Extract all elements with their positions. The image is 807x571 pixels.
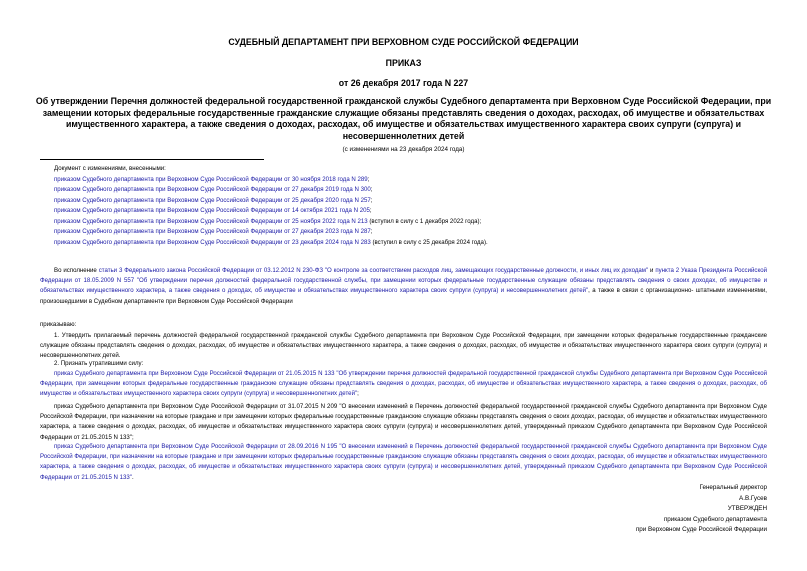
approval-stamp: УТВЕРЖДЕН <box>727 505 767 512</box>
document-date-number: от 26 декабря 2017 года N 227 <box>338 78 469 88</box>
amendment-link[interactable]: приказом Судебного департамента при Верховном Суде Российской Федерации от 30 ноября 2018 года N 289 <box>54 175 368 183</box>
amendment-link[interactable]: приказом Судебного департамента при Верховном Суде Российской Федерации от 27 декабря 2019 года N 300 <box>54 186 371 193</box>
law-link[interactable]: статьи 3 Федерального закона Российской Федерации от 03.12.2012 N 230-ФЗ "О контроле за соответствием расходов лиц, замещающих государственные должности, и иных лиц их доходам" <box>98 267 649 274</box>
preamble-paragraph <box>40 266 767 307</box>
repealed-order-tail: . <box>131 473 134 481</box>
approval-organization: при Верховном Суде Российской Федерации <box>635 526 767 533</box>
list-item <box>54 238 774 249</box>
decree-link[interactable]: пункта 2 Указа Президента Российской Федерации от 18.05.2009 N 557 "Об утверждении перечня должностей федеральной государственной службы, при замещении которых федеральные государственные служащие обязаны представлять сведения о своих доходах, об имуществе и обязательствах имущественного характера, а также сведения о доходах, об имуществе и обязательствах имущественного характера своих супруги (супруга) и несовершеннолетних детей" <box>40 267 767 295</box>
amendment-tail: ; <box>370 228 373 235</box>
amendments-list <box>54 164 774 248</box>
amendment-tail: ; <box>367 175 370 183</box>
list-item <box>54 175 774 186</box>
amendment-link[interactable]: приказом Судебного департамента при Верховном Суде Российской Федерации от 23 декабря 2024 года N 283 <box>54 238 371 246</box>
document-title: Об утверждении Перечня должностей федеральной государственной гражданской службы Судебного департамента при Верховном Суде Российской Федерации, при замещении которых федеральные государственные гражданские служащие обязаны представлять сведения о доходах, расходах, об имуществе и обязательствах имущественного характера, а также сведения о доходах, расходах, об имуществе и обязательствах имущественного характера своих супруги (супруга) и несовершеннолетних детей <box>35 96 772 141</box>
repealed-order-link[interactable]: приказ Судебного департамента при Верховном Суде Российской Федерации от 28.09.2016 N 195 "О внесении изменений в Перечень должностей федеральной государственной гражданской службы Судебного департамента при Верховном Суде Российской Федерации, при назначении на которые граждане и при замещении которых федеральные государственные гражданские служащие обязаны представлять сведения о своих доходах, расходах, об имуществе и обязательствах имущественного характера, а также сведения о доходах, расходах, об имуществе и обязательствах имущественного характера своих супруги (супруга) и несовершеннолетних детей, утвержденный приказом Судебного департамента при Верховном Суде Российской Федерации от 21.05.2015 N 133" <box>40 443 767 481</box>
approval-by-order: приказом Судебного департамента <box>663 515 767 523</box>
amendments-intro: Документ с изменениями, внесенными: <box>54 165 166 172</box>
list-item <box>54 196 774 207</box>
amendment-note: (с изменениями на 23 декабря 2024 года) <box>342 146 465 153</box>
repealed-order-tail: ; <box>357 390 359 398</box>
amendment-tail: ; <box>370 186 373 193</box>
amendment-tail: (вступил в силу с 25 декабря 2024 года). <box>370 238 488 246</box>
amendment-tail: ; <box>369 207 372 214</box>
repealed-order-link[interactable]: приказ Судебного департамента при Верховном Суде Российской Федерации от 21.05.2015 N 133 "Об утверждении перечня должностей федеральной государственной гражданской службы Судебного департамента при Верховном Суде Российской Федерации, при замещении которых федеральные государственные гражданские служащие обязаны представлять сведения о доходах, расходах, об имуществе и обязательствах имущественного характера, а также сведения о доходах, расходах, об имуществе и обязательствах имущественного характера своих супруги (супруга) и несовершеннолетних детей" <box>40 370 767 398</box>
amendment-link[interactable]: приказом Судебного департамента при Верховном Суде Российской Федерации от 14 октября 2021 года N 205 <box>54 207 370 214</box>
repealed-order-1 <box>40 369 767 400</box>
amendment-tail: (вступил в силу с 1 декабря 2022 года); <box>367 217 482 225</box>
signatory-position: Генеральный директор <box>699 484 767 491</box>
list-item <box>54 227 774 238</box>
document-type: ПРИКАЗ <box>385 58 422 68</box>
preamble-text: и <box>648 267 656 274</box>
signature-block <box>636 483 767 536</box>
order-word: приказываю: <box>40 321 77 328</box>
list-item <box>54 206 774 217</box>
repealed-order-3 <box>40 442 767 483</box>
clause-1: 1. Утвердить прилагаемый перечень должностей федеральной государственной гражданской службы Судебного департамента при Верховном Суде Российской Федерации, при замещении которых федеральные государственные гражданские служащие обязаны представлять сведения о доходах, расходах, об имуществе и обязательствах имущественного характера, а также сведения о доходах, расходах, об имуществе и обязательствах имущественного характера своих супруги (супруга) и несовершеннолетних детей. <box>40 332 767 360</box>
separator-line <box>40 159 264 160</box>
organization-heading: СУДЕБНЫЙ ДЕПАРТАМЕНТ ПРИ ВЕРХОВНОМ СУДЕ РОССИЙСКОЙ ФЕДЕРАЦИИ <box>228 37 579 47</box>
amendment-link[interactable]: приказом Судебного департамента при Верховном Суде Российской Федерации от 25 ноября 2022 года N 213 <box>54 217 368 225</box>
preamble-text: , а также в связи с организационно- штатными изменениями, произошедшими в Судебном департаменте при Верховном Суде Российской Федерации <box>40 287 768 305</box>
list-item <box>54 217 774 228</box>
preamble-text: Во исполнение <box>54 267 99 274</box>
amendment-link[interactable]: приказом Судебного департамента при Верховном Суде Российской Федерации от 25 декабря 2020 года N 257 <box>54 196 371 204</box>
clause-2: 2. Признать утратившими силу: <box>54 360 144 367</box>
repealed-order-2: приказ Судебного департамента при Верховном Суде Российской Федерации от 31.07.2015 N 209 "О внесении изменений в Перечень должностей федеральной государственной гражданской службы Судебного департамента при Верховном Суде Российской Федерации, при назначении на которые граждане и при замещении которых федеральные государственные гражданские служащие обязаны представлять сведения о своих доходах, расходах, об имуществе и обязательствах имущественного характера, а также сведения о доходах, расходах, об имуществе и обязательствах имущественного характера своих супруги (супруга) и несовершеннолетних детей, утвержденный приказом Судебного департамента при Верховном Суде Российской Федерации от 21.05.2015 N 133"; <box>40 403 767 441</box>
signatory-name: А.В.Гусев <box>739 494 767 502</box>
amendment-tail: ; <box>370 196 373 204</box>
list-item <box>54 185 774 196</box>
amendment-link[interactable]: приказом Судебного департамента при Верховном Суде Российской Федерации от 27 декабря 2023 года N 287 <box>54 228 371 235</box>
